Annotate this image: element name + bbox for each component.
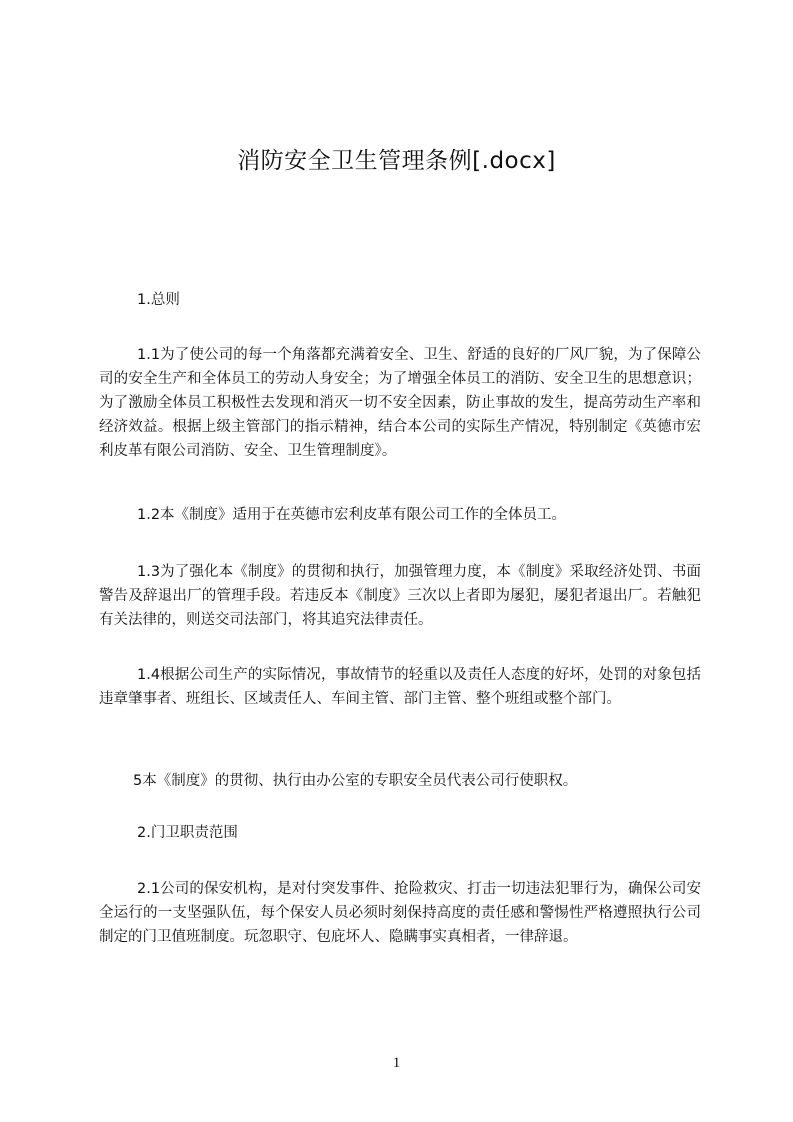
section-heading-general: 1.总则: [137, 292, 180, 308]
section-heading-guard: 2.门卫职责范围: [137, 825, 238, 841]
document-title: 消防安全卫生管理条例[.docx]: [237, 148, 556, 174]
paragraph-1-4: 1.4根据公司生产的实际情况，事故情节的轻重以及责任人态度的好坏，处罚的对象包括违章肇事者、班组长、区域责任人、车间主管、部门主管、整个班组或整个部门。: [99, 667, 701, 707]
paragraph-1-3: 1.3为了强化本《制度》的贯彻和执行，加强管理力度，本《制度》采取经济处罚、书面警告及辞退出厂的管理手段。若违反本《制度》三次以上者即为屡犯，屡犯者退出厂。若触犯有关法律的，则送交司法部门，将其追究法律责任。: [99, 564, 701, 628]
paragraph-5: 5本《制度》的贯彻、执行由办公室的专职安全员代表公司行使职权。: [133, 773, 578, 789]
paragraph-2-1: 2.1公司的保安机构，是对付突发事件、抢险救灾、打击一切违法犯罪行为，确保公司安全运行的一支坚强队伍，每个保安人员必须时刻保持高度的责任感和警惕性严格遵照执行公司制定的门卫值班制度。玩忽职守、包庇坏人、隐瞒事实真相者，一律辞退。: [99, 881, 701, 945]
paragraph-1-2: 1.2本《制度》适用于在英德市宏利皮革有限公司工作的全体员工。: [137, 507, 567, 523]
paragraph-1-1: 1.1为了使公司的每一个角落都充满着安全、卫生、舒适的良好的厂风厂貌，为了保障公司的安全生产和全体员工的劳动人身安全；为了增强全体员工的消防、安全卫生的思想意识；为了激励全体员工积极性去发现和消灭一切不安全因素，防止事故的发生，提高劳动生产率和经济效益。根据上级主管部门的指示精神，结合本公司的实际生产情况，特别制定《英德市宏利皮革有限公司消防、安全、卫生管理制度》。: [99, 347, 701, 459]
page-number: 1: [392, 1055, 401, 1071]
